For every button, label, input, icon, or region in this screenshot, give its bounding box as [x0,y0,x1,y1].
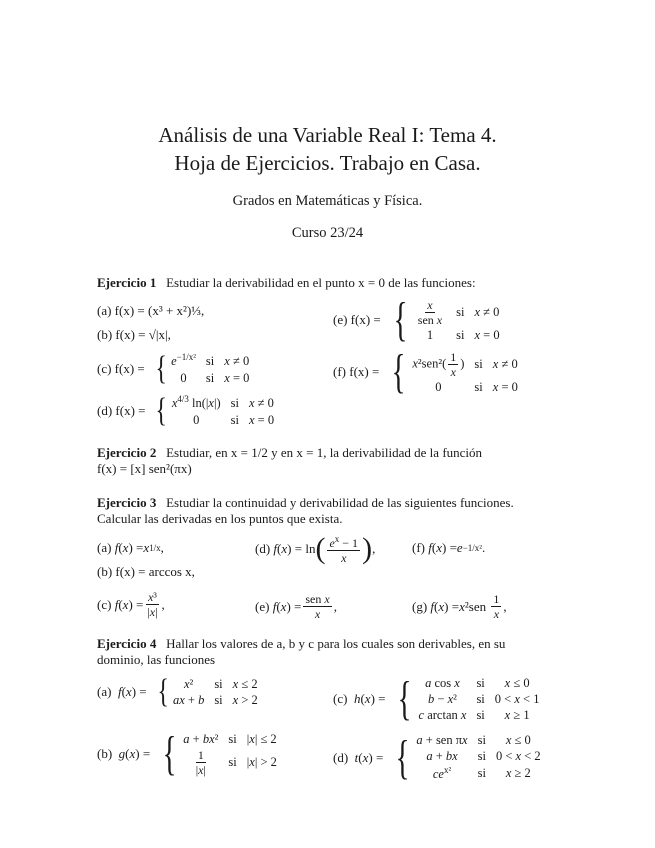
item-d-label: (d) f(x) = [97,403,146,418]
item-e-label: (e) f(x) = [333,312,381,327]
ex3-item-b-formula: (b) f(x) = arccos x, [97,564,195,579]
item-c-cases: $e^{-1/x^2}$ si x ≠ 0 0 si x = 0 [171,352,250,385]
exercise-4-title: Ejercicio 4 [97,636,157,651]
exercise-4-item-b: (b) g(x) = { a + bx² si |x| ≤ 2 $\frac{1}{|x|}$ si |x| > 2 [97,727,277,780]
item-a-formula: (a) f(x) = (x³ + x²)⅓, [97,303,205,318]
exercise-4-item-d: (d) t(x) = { a + sen πx si x ≤ 0 a + bx si 0 < x < 2 $ce^{x^2}$ si x ≥ 2 [333,730,541,784]
exercise-3-item-a: (a) f ( x ) = x 1/x , [97,540,164,555]
brace-icon: { [391,345,406,398]
exercise-1-item-c [97,352,249,386]
course-line: Curso 23/24 [291,225,364,241]
brace-icon: { [155,392,168,429]
exercise-2-statement: Estudiar, en x = 1/2 y en x = 1, la derivabilidad de la función [166,445,483,460]
exercise-2-function: f(x) = [x] sen²(πx) [97,461,192,476]
si-word: si [474,379,483,394]
exercise-1-heading [97,275,476,291]
exercise-3-title: Ejercicio 3 [97,495,157,510]
brace-icon: { [393,293,408,346]
si-word: si [205,353,215,368]
item-f-label: (f) f(x) = [333,364,380,379]
exercise-1-item-a [97,303,204,319]
exercise-3-heading [97,495,514,511]
item-c-label: (c) f(x) = [97,361,145,376]
exercise-4-item-a: (a) f(x) = { x² si x ≤ 2 ax + b si x > 2 [97,673,258,710]
exercise-1-statement: Estudiar la derivabilidad en el punto x = 0 de las funciones: [166,275,476,290]
si-word: si [230,395,239,410]
exercise-3-item-b [97,564,195,580]
exercise-1-item-e [333,293,500,346]
si-word: si [456,304,465,319]
exercise-4-heading [97,636,505,652]
ex4-item-c-cases: a cos x si x ≤ 0 b − x² si 0 < x < 1 c arctan x si x ≥ 1 [418,675,540,722]
exercise-2-title: Ejercicio 2 [97,445,157,460]
exercise-3-item-e: (e) f ( x ) = $\frac{\text{sen x}}{x}$ , [255,592,337,621]
exercise-1-item-d [97,394,274,428]
ex4-item-d-cases: a + sen πx si x ≤ 0 a + bx si 0 < x < 2 $ce^{x^2}$ si x ≥ 2 [416,733,541,782]
exercise-1-item-f [333,345,518,398]
ex4-item-b-cases: a + bx² si |x| ≤ 2 $\frac{1}{|x|}$ si |x| > 2 [183,731,277,777]
degrees-line: Grados en Matemáticas y Física. [232,193,423,209]
exercise-3-statement: Estudiar la continuidad y derivabilidad de las siguientes funciones. [166,495,514,510]
document-title-line1: Análisis de una Variable Real I: Tema 4. [158,123,497,147]
item-b-formula: (b) f(x) = √|x|, [97,327,171,342]
exercise-3-item-d: (d) f ( x ) = ln ( $\frac{e^x - 1}{x}$ ) , [255,531,376,565]
item-f-cases: x²sen²( $\frac{1}{x}$ ) si x ≠ 0 0 si x = 0 [412,349,518,394]
exercise-3-item-g: (g) f ( x ) = x ²sen $\frac{1}{x}$ , [412,592,507,621]
brace-icon: { [155,350,167,387]
exercise-3-item-f: (f) f ( x ) = e −1/x² . [412,540,486,555]
si-word: si [205,370,215,385]
brace-icon: { [398,672,412,725]
exercise-4-item-c: (c) h(x) = { a cos x si x ≤ 0 b − x² si 0 < x < 1 c arctan x si x ≥ 1 [333,672,540,725]
exercise-2-heading [97,445,482,461]
si-word: si [456,327,465,342]
exercise-3-item-c: (c) f ( x ) = $\frac{\text{x³}}{|x|}$ , [97,590,165,619]
brace-icon: { [157,673,169,710]
si-word: si [230,412,239,427]
si-word: si [474,356,483,371]
exercise-4-statement-line2: dominio, las funciones [97,652,216,667]
ex4-item-a-cases: x² si x ≤ 2 ax + b si x > 2 [172,676,258,707]
brace-icon: { [162,727,177,780]
item-e-cases: $\frac{x}{\text{sen x}}$ si x ≠ 0 1 si x = 0 [417,297,500,342]
item-d-cases: $x^{4/3}$ ln(|x|) si x ≠ 0 0 si x = 0 [171,394,275,427]
exercise-1-item-b [97,327,171,343]
brace-icon: { [395,730,410,784]
exercise-1-title: Ejercicio 1 [97,275,157,290]
exercise-4-statement: Hallar los valores de a, b y c para los cuales son derivables, en su [166,636,506,651]
exercise-3-statement-line2: Calcular las derivadas en los puntos que exista. [97,511,343,526]
document-title-line2: Hoja de Ejercicios. Trabajo en Casa. [174,151,481,175]
